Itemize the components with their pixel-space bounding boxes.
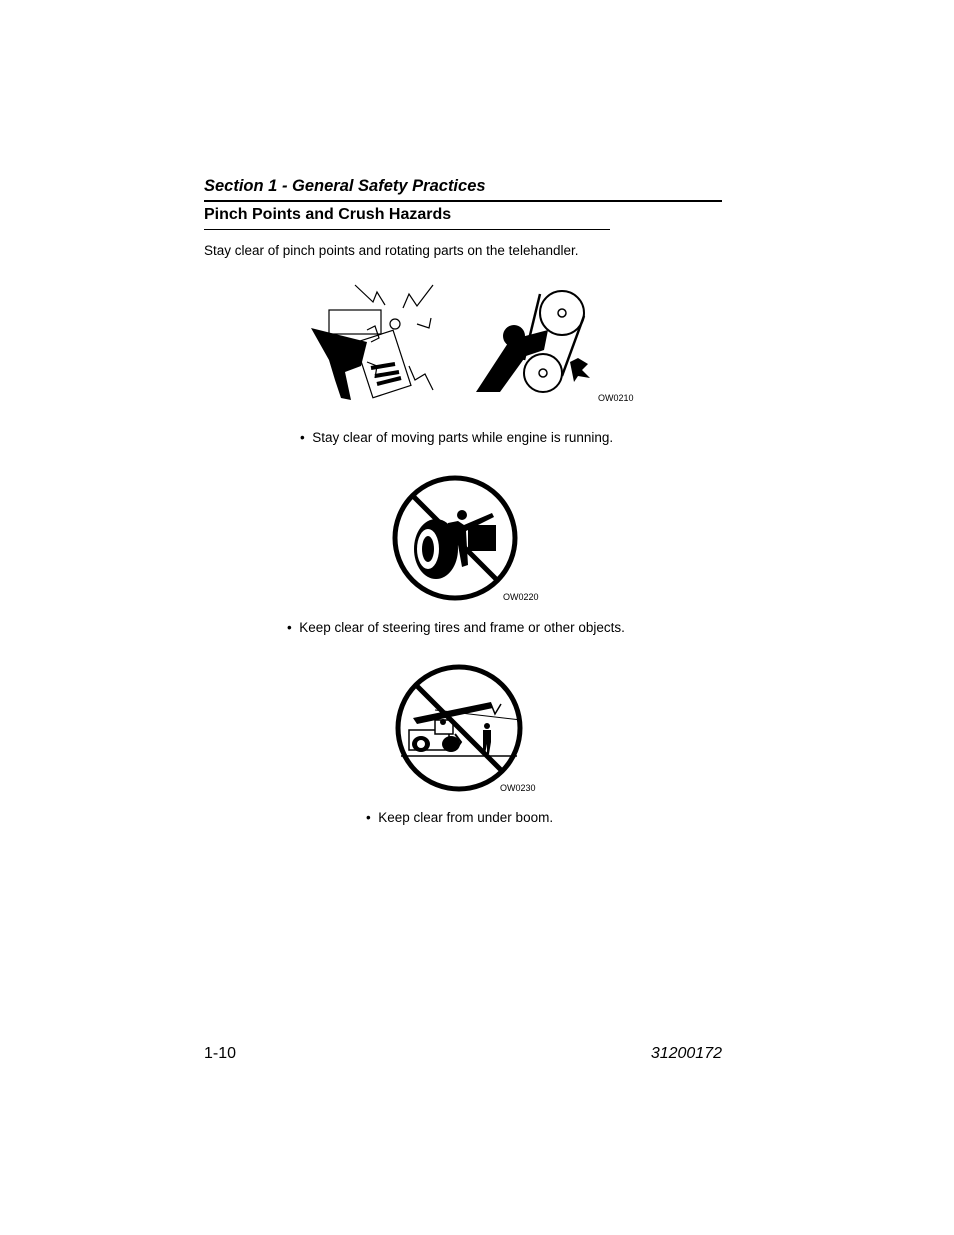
under-boom-prohibition-icon <box>395 664 523 792</box>
bullet-item: • Keep clear from under boom. <box>366 810 554 825</box>
bullet-text: Keep clear from under boom. <box>378 810 554 825</box>
figure-code: OW0230 <box>500 783 536 793</box>
page-number: 1-10 <box>204 1045 237 1062</box>
rotating-parts-hazard-icon <box>305 280 605 405</box>
intro-paragraph: Stay clear of pinch points and rotating parts on the telehandler. <box>204 243 579 258</box>
figure-code: OW0210 <box>598 393 634 403</box>
bullet-text: Stay clear of moving parts while engine is running. <box>312 430 614 445</box>
bullet-item: • Stay clear of moving parts while engine is running. <box>300 430 614 445</box>
document-number: 31200172 <box>650 1045 722 1062</box>
bullet-item: • Keep clear of steering tires and frame or other objects. <box>287 620 625 635</box>
subsection-rule <box>204 229 610 230</box>
section-rule <box>204 200 722 202</box>
bullet-text: Keep clear of steering tires and frame or other objects. <box>299 620 625 635</box>
section-title: Section 1 - General Safety Practices <box>204 177 486 195</box>
figure-code: OW0220 <box>503 592 539 602</box>
steering-tire-crush-prohibition-icon <box>392 475 518 601</box>
subsection-title: Pinch Points and Crush Hazards <box>204 206 452 223</box>
